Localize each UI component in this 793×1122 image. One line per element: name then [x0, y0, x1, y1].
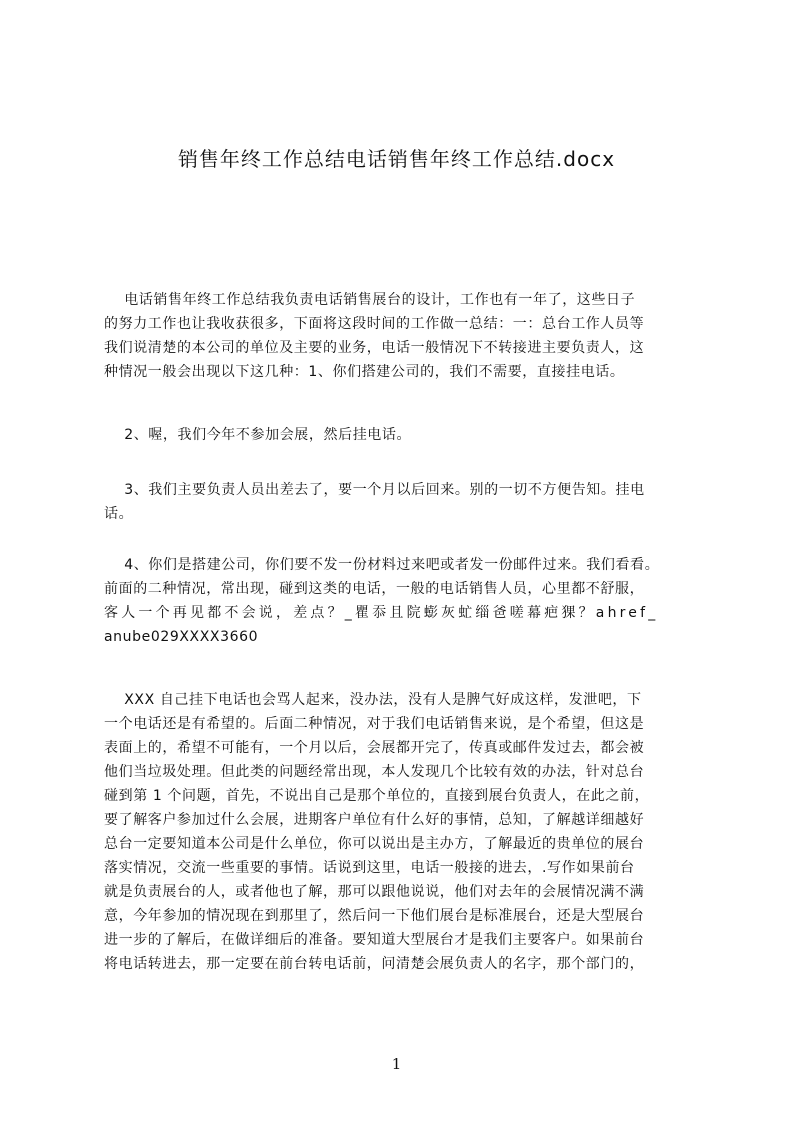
text-line: 落实情况，交流一些重要的事情。话说到这里，电话一般接的进去，.写作如果前台: [104, 860, 635, 876]
paragraph-5: [104, 688, 724, 976]
text-line: 一个电话还是有希望的。后面二种情况，对于我们电话销售来说，是个希望，但这是: [104, 716, 645, 732]
text-line: 种情况一般会出现以下这几种：1、你们搭建公司的，我们不需要，直接挂电话。: [104, 364, 625, 380]
paragraph-1: [104, 288, 724, 384]
text-line: 就是负责展台的人，或者他也了解，那可以跟他说说，他们对去年的会展情况满不满: [104, 884, 645, 900]
text-line: 电话销售年终工作总结我负责电话销售展台的设计，工作也有一年了，这些日子: [104, 292, 636, 308]
text-line: 总台一定要知道本公司是什么单位，你可以说出是主办方，了解最近的贵单位的展台: [104, 836, 645, 852]
text-line: 我们说清楚的本公司的单位及主要的业务，电话一般情况下不转接进主要负责人，这: [104, 340, 645, 356]
paragraph-2: [104, 423, 724, 447]
text-line: 3、我们主要负责人员出差去了，要一个月以后回来。别的一切不方便告知。挂电: [104, 482, 645, 498]
text-line: 2、喔，我们今年不参加会展，然后挂电话。: [104, 427, 412, 443]
text-line: 碰到第 1 个问题，首先，不说出自己是那个单位的，直接到展台负责人，在此之前，: [104, 788, 650, 804]
text-line: 表面上的，希望不可能有，一个月以后，会展都开完了，传真或邮件发过去，都会被: [104, 740, 645, 756]
text-line: 将电话转进去，那一定要在前台转电话前，问清楚会展负责人的名字，那个部门的，: [104, 956, 645, 972]
text-line: 进一步的了解后，在做详细后的准备。要知道大型展台才是我们主要客户。如果前台: [104, 932, 645, 948]
document-title: 销售年终工作总结电话销售年终工作总结.docx: [177, 147, 616, 171]
paragraph-3: [104, 478, 724, 526]
page-number: 1: [391, 1055, 402, 1073]
text-line: 的努力工作也让我收获很多，下面将这段时间的工作做一总结：一：总台工作人员等: [104, 316, 645, 332]
text-line: XXX 自己挂下电话也会骂人起来，没办法，没有人是脾气好成这样，发泄吧，下: [104, 692, 642, 708]
text-line: anube029XXXX3660: [104, 629, 259, 645]
text-line: 4、你们是搭建公司，你们要不发一份材料过来吧或者发一份邮件过来。我们看看。: [104, 557, 660, 573]
text-line: 前面的二种情况，常出现，碰到这类的电话，一般的电话销售人员，心里都不舒服，: [104, 581, 645, 597]
text-line: 要了解客户参加过什么会展，进期客户单位有什么好的事情，总知，了解越详细越好: [104, 812, 645, 828]
text-line: 话。: [104, 506, 134, 522]
text-line: 他们当垃圾处理。但此类的问题经常出现，本人发现几个比较有效的办法，针对总台: [104, 764, 645, 780]
text-line: 客人一个再见都不会说，差点？_瞿忝且院蟛灰虻缁爸嗟幕疤猓？ahref_: [104, 605, 659, 621]
text-line: 意，今年参加的情况现在到那里了，然后问一下他们展台是标准展台，还是大型展台: [104, 908, 645, 924]
paragraph-4: [104, 553, 724, 649]
